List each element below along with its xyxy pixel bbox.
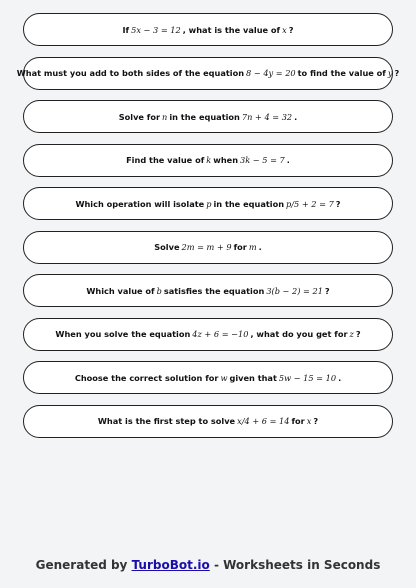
question-punctuation: ?: [288, 24, 294, 35]
question-item: [23, 144, 393, 177]
question-punctuation: ?: [394, 68, 400, 78]
question-text: , what is the value of: [182, 24, 281, 35]
question-math: 5x − 3 = 12: [131, 24, 181, 35]
question-math: 5w − 15 = 10: [278, 372, 337, 383]
question-math: m: [248, 242, 257, 252]
question-text: given that: [229, 372, 277, 383]
question-item: [23, 318, 393, 351]
question-text: in the equation: [213, 198, 285, 209]
question-item: [23, 231, 393, 264]
footer-suffix: - Worksheets in Seconds: [209, 558, 381, 572]
question-text: Find the value of: [126, 155, 205, 165]
question-text: If: [122, 24, 130, 35]
question-text: Which operation will isolate: [75, 198, 205, 209]
question-item: [23, 187, 393, 220]
question-math: 4z + 6 = −10: [192, 329, 249, 339]
question-item: [23, 100, 393, 133]
question-punctuation: .: [294, 111, 298, 122]
question-text: in the equation: [169, 111, 240, 122]
question-list: [16, 13, 400, 448]
question-text: Which value of: [86, 285, 155, 296]
question-punctuation: ?: [324, 285, 330, 296]
question-math: 2m = m + 9: [181, 242, 232, 252]
question-math: k: [206, 155, 212, 165]
question-item: [23, 274, 393, 307]
question-punctuation: .: [338, 372, 342, 383]
question-punctuation: ?: [335, 198, 341, 209]
question-punctuation: ?: [355, 329, 361, 339]
question-math: z: [349, 329, 354, 339]
question-punctuation: .: [258, 242, 262, 252]
question-item: [23, 361, 393, 394]
question-item: [23, 13, 393, 46]
question-math: x: [282, 24, 287, 35]
question-text: for: [291, 416, 305, 426]
question-text: When you solve the equation: [55, 329, 191, 339]
question-math: 3k − 5 = 7: [240, 155, 285, 165]
question-math: 3(b − 2) = 21: [266, 285, 323, 296]
question-text: when: [213, 155, 239, 165]
question-math: 7n + 4 = 32: [241, 111, 293, 122]
question-punctuation: ?: [313, 416, 319, 426]
question-text: Solve: [154, 242, 180, 252]
question-text: What must you add to both sides of the equation: [16, 68, 245, 78]
question-punctuation: .: [286, 155, 290, 165]
question-math: x: [306, 416, 312, 426]
question-math: b: [156, 285, 162, 296]
question-math: p/5 + 2 = 7: [286, 198, 334, 209]
question-math: p: [206, 198, 212, 209]
question-item: [16, 57, 400, 90]
question-text: What is the first step to solve: [97, 416, 236, 426]
question-math: w: [220, 372, 228, 383]
question-math: x/4 + 6 = 14: [237, 416, 290, 426]
question-text: to find the value of: [297, 68, 386, 78]
footer: [0, 558, 416, 572]
question-text: satisfies the equation: [163, 285, 265, 296]
question-math: n: [162, 111, 168, 122]
question-math: y: [387, 68, 393, 78]
question-text: for: [233, 242, 247, 252]
question-item: [23, 405, 393, 438]
turbobot-link[interactable]: TurboBot.io: [131, 558, 210, 572]
question-text: Solve for: [118, 111, 161, 122]
footer-prefix: Generated by: [35, 558, 132, 572]
question-text: Choose the correct solution for: [74, 372, 219, 383]
question-text: , what do you get for: [250, 329, 348, 339]
question-math: 8 − 4y = 20: [246, 68, 296, 78]
